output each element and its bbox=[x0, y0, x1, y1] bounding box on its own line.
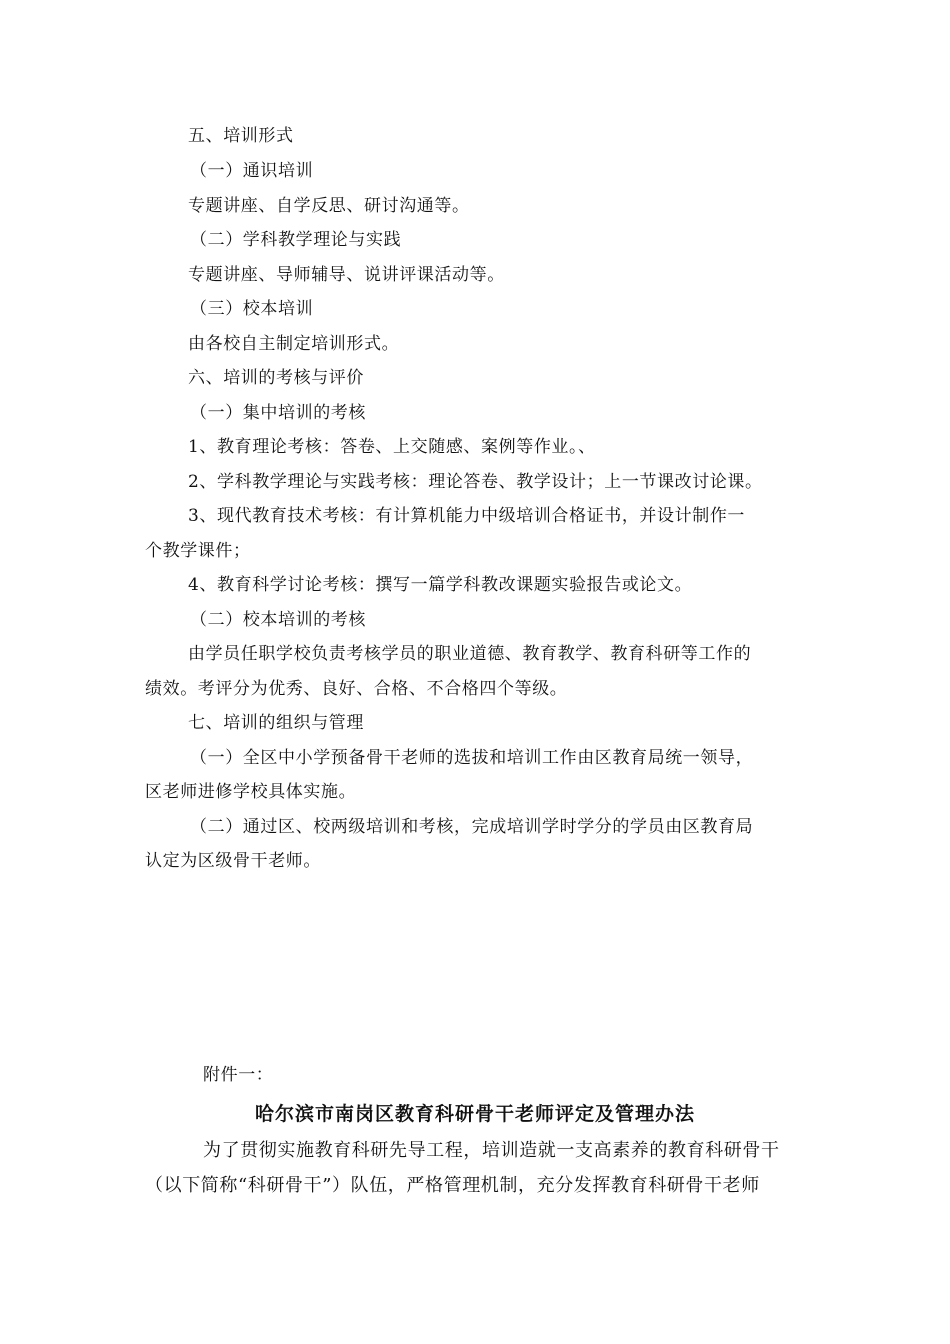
section-6-heading: 六、培训的考核与评价 bbox=[188, 368, 364, 388]
section-6-list-item-2: 2、学科教学理论与实践考核：理论答卷、教学设计；上一节课改讨论课。 bbox=[188, 472, 763, 492]
attachment-label: 附件一： bbox=[203, 1065, 274, 1085]
section-5-item-2-body: 专题讲座、导师辅导、说讲评课活动等。 bbox=[188, 265, 505, 285]
section-5-item-3-title: （三）校本培训 bbox=[190, 299, 314, 319]
attachment-intro-line-2: （以下简称“科研骨干”）队伍，严格管理机制，充分发挥教育科研骨干老师 bbox=[145, 1175, 760, 1196]
section-6-sub2-title: （二）校本培训的考核 bbox=[190, 610, 366, 630]
section-7-p2-line-1: （二）通过区、校两级培训和考核，完成培训学时学分的学员由区教育局 bbox=[190, 817, 754, 837]
section-6-sub2-body-line-2: 绩效。考评分为优秀、良好、合格、不合格四个等级。 bbox=[145, 679, 568, 699]
section-6-list-item-3-cont: 个教学课件； bbox=[145, 541, 251, 561]
section-6-list-item-3: 3、现代教育技术考核：有计算机能力中级培训合格证书，并设计制作一 bbox=[188, 506, 746, 526]
section-7-heading: 七、培训的组织与管理 bbox=[188, 713, 364, 733]
section-5-item-1-title: （一）通识培训 bbox=[190, 161, 314, 181]
section-7-p1-line-1: （一）全区中小学预备骨干老师的选拔和培训工作由区教育局统一领导， bbox=[190, 748, 754, 768]
section-5-item-3-body: 由各校自主制定培训形式。 bbox=[188, 334, 400, 354]
attachment-intro-line-1: 为了贯彻实施教育科研先导工程，培训造就一支高素养的教育科研骨干 bbox=[203, 1140, 780, 1161]
section-7-p1-line-2: 区老师进修学校具体实施。 bbox=[145, 782, 357, 802]
attachment-title: 哈尔滨市南岗区教育科研骨干老师评定及管理办法 bbox=[254, 1103, 695, 1125]
section-6-list-item-4: 4、教育科学讨论考核：撰写一篇学科教改课题实验报告或论文。 bbox=[188, 575, 693, 595]
section-5-heading: 五、培训形式 bbox=[188, 126, 294, 146]
section-6-sub1-title: （一）集中培训的考核 bbox=[190, 403, 366, 423]
section-6-sub2-body-line-1: 由学员任职学校负责考核学员的职业道德、教育教学、教育科研等工作的 bbox=[188, 644, 752, 664]
section-5-item-1-body: 专题讲座、自学反思、研讨沟通等。 bbox=[188, 196, 470, 216]
section-7-p2-line-2: 认定为区级骨干老师。 bbox=[145, 851, 321, 871]
section-6-list-item-1: 1、教育理论考核：答卷、上交随感、案例等作业。、 bbox=[188, 437, 596, 457]
section-5-item-2-title: （二）学科教学理论与实践 bbox=[190, 230, 402, 250]
